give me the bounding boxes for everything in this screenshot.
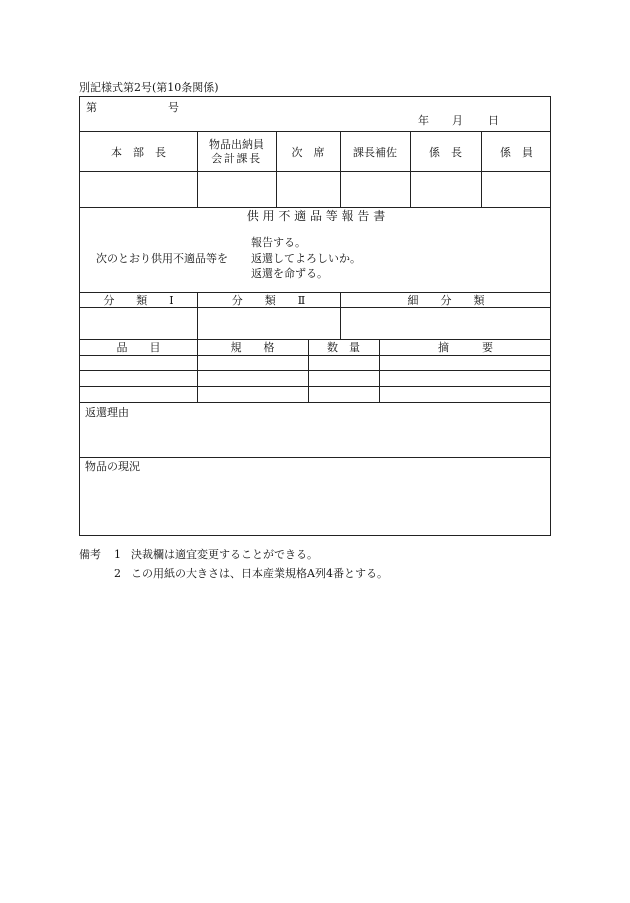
items-header-remarks: 摘 要 xyxy=(438,341,493,354)
classification-header-sub: 細 分 類 xyxy=(407,294,485,307)
notes-label: 備考 xyxy=(79,548,101,561)
note-1-text: 決裁欄は適宜変更することができる。 xyxy=(131,548,318,561)
approval-header-kakaricho: 係 長 xyxy=(429,146,462,159)
items-header-name: 品 目 xyxy=(116,341,161,354)
approval-header-honbucho: 本 部 長 xyxy=(111,146,166,159)
number-suffix: 号 xyxy=(168,101,179,114)
approval-header-kaikei: 会計課長 xyxy=(211,152,262,165)
classification-header-2: 分 類 Ⅱ xyxy=(231,294,306,307)
number-label: 第 xyxy=(86,101,97,114)
note-2-number: 2 xyxy=(114,567,121,580)
intro-option-report: 報告する。 xyxy=(251,236,306,249)
note-2-text: この用紙の大きさは、日本産業規格A列4番とする。 xyxy=(131,567,388,580)
items-header-spec: 規 格 xyxy=(230,341,275,354)
intro-option-return-order: 返還を命ずる。 xyxy=(251,267,328,280)
approval-header-kakariin: 係 員 xyxy=(500,146,533,159)
classification-header-1: 分 類 Ⅰ xyxy=(103,294,174,307)
intro-option-return-request: 返還してよろしいか。 xyxy=(251,252,361,265)
form-title: 供 用 不 適 品 等 報 告 書 xyxy=(246,209,386,223)
date-day: 日 xyxy=(488,114,499,127)
items-header-quantity: 数 量 xyxy=(327,341,360,354)
form-reference: 別記様式第2号(第10条関係) xyxy=(79,81,219,94)
approval-header-kacho-hosa: 課長補佐 xyxy=(353,146,397,159)
condition-label: 物品の現況 xyxy=(85,460,140,473)
note-1-number: 1 xyxy=(114,548,121,561)
date-year: 年 xyxy=(418,114,429,127)
approval-header-buppin: 物品出納員 xyxy=(209,138,264,151)
approval-header-jiseki: 次 席 xyxy=(291,146,325,159)
report-form xyxy=(79,96,551,536)
return-reason-label: 返還理由 xyxy=(85,406,129,419)
intro-lead: 次のとおり供用不適品等を xyxy=(96,252,228,265)
date-month: 月 xyxy=(452,114,463,127)
